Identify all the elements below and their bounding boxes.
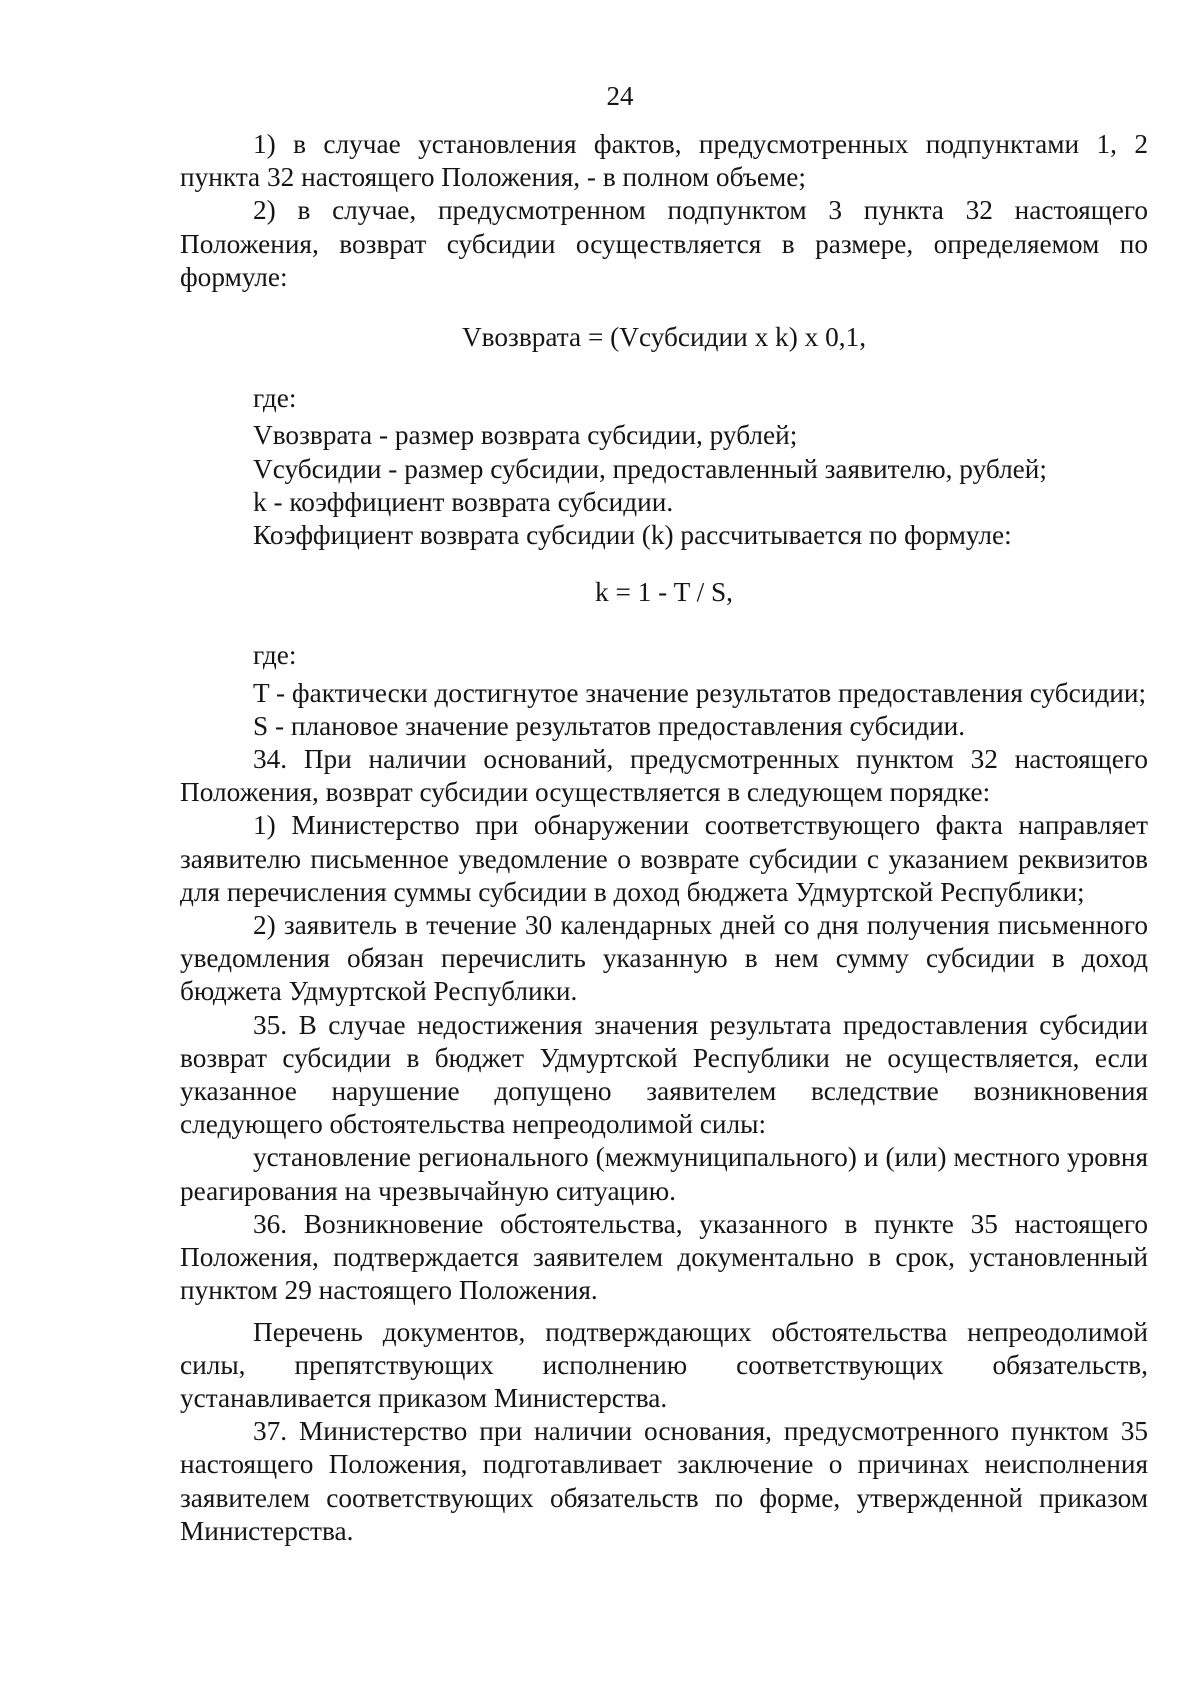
- definition-coefficient: k - коэффициент возврата субсидии.: [253, 486, 674, 517]
- definition-refund: Vвозврата - размер возврата субсидии, рублей;: [253, 420, 798, 451]
- coefficient-intro: Коэффициент возврата субсидии (k) рассчитывается по формуле:: [253, 520, 1012, 551]
- paragraph-35: 35. В случае недостижения значения результата предоставления субсидии возврат субсидии в бюджет Удмуртской Республики не осуществляется, если указанное нарушение допущено заявителем вследствие возникновения следующего обстоятельства непреодолимой силы:: [180, 1009, 1148, 1140]
- definition-subsidy: Vсубсидии - размер субсидии, предоставленный заявителю, рублей;: [253, 453, 1047, 484]
- page-number: 24: [606, 81, 634, 111]
- paragraph-37: 37. Министерство при наличии основания, предусмотренного пунктом 35 настоящего Положения, подготавливает заключение о причинах неисполнения заявителем соответствующих обязательств по форме, утвержденной приказом Министерства.: [180, 1416, 1148, 1546]
- paragraph-35-item: установление регионального (межмуниципального) и (или) местного уровня реагирования на чрезвычайную ситуацию.: [180, 1142, 1148, 1206]
- paragraph-36-list: Перечень документов, подтверждающих обстоятельства непреодолимой силы, препятствующих исполнению соответствующих обязательств, устанавливается приказом Министерства.: [180, 1316, 1148, 1413]
- where-label-1: где:: [253, 383, 297, 414]
- where-label-2: где:: [253, 640, 297, 671]
- paragraph-item-2: 2) в случае, предусмотренном подпунктом 3 пункта 32 настоящего Положения, возврат субсидии осуществляется в размере, определяемом по формуле:: [180, 195, 1148, 292]
- paragraph-item-1: 1) в случае установления фактов, предусмотренных подпунктами 1, 2 пункта 32 настоящего Положения, - в полном объеме;: [180, 129, 1148, 193]
- paragraph-34-item-2: 2) заявитель в течение 30 календарных дней со дня получения письменного уведомления обязан перечислить указанную в нем сумму субсидии в доход бюджета Удмуртской Республики.: [180, 910, 1148, 1007]
- formula-coefficient: k = 1 - T / S,: [594, 577, 733, 608]
- definition-t: T - фактически достигнутое значение результатов предоставления субсидии;: [253, 677, 1147, 708]
- formula-refund-amount: Vвозврата = (Vсубсидии x k) x 0,1,: [461, 322, 867, 353]
- paragraph-34-item-1: 1) Министерство при обнаружении соответствующего факта направляет заявителю письменное уведомление о возврате субсидии с указанием реквизитов для перечисления суммы субсидии в доход бюджета Удмуртской Республики;: [180, 810, 1148, 907]
- document-body: [180, 128, 1148, 1548]
- definition-s: S - плановое значение результатов предоставления субсидии.: [253, 710, 966, 741]
- paragraph-34: 34. При наличии оснований, предусмотренных пунктом 32 настоящего Положения, возврат субсидии осуществляется в следующем порядке:: [180, 744, 1148, 808]
- paragraph-36: 36. Возникновение обстоятельства, указанного в пункте 35 настоящего Положения, подтверждается заявителем документально в срок, установленный пунктом 29 настоящего Положения.: [180, 1208, 1148, 1306]
